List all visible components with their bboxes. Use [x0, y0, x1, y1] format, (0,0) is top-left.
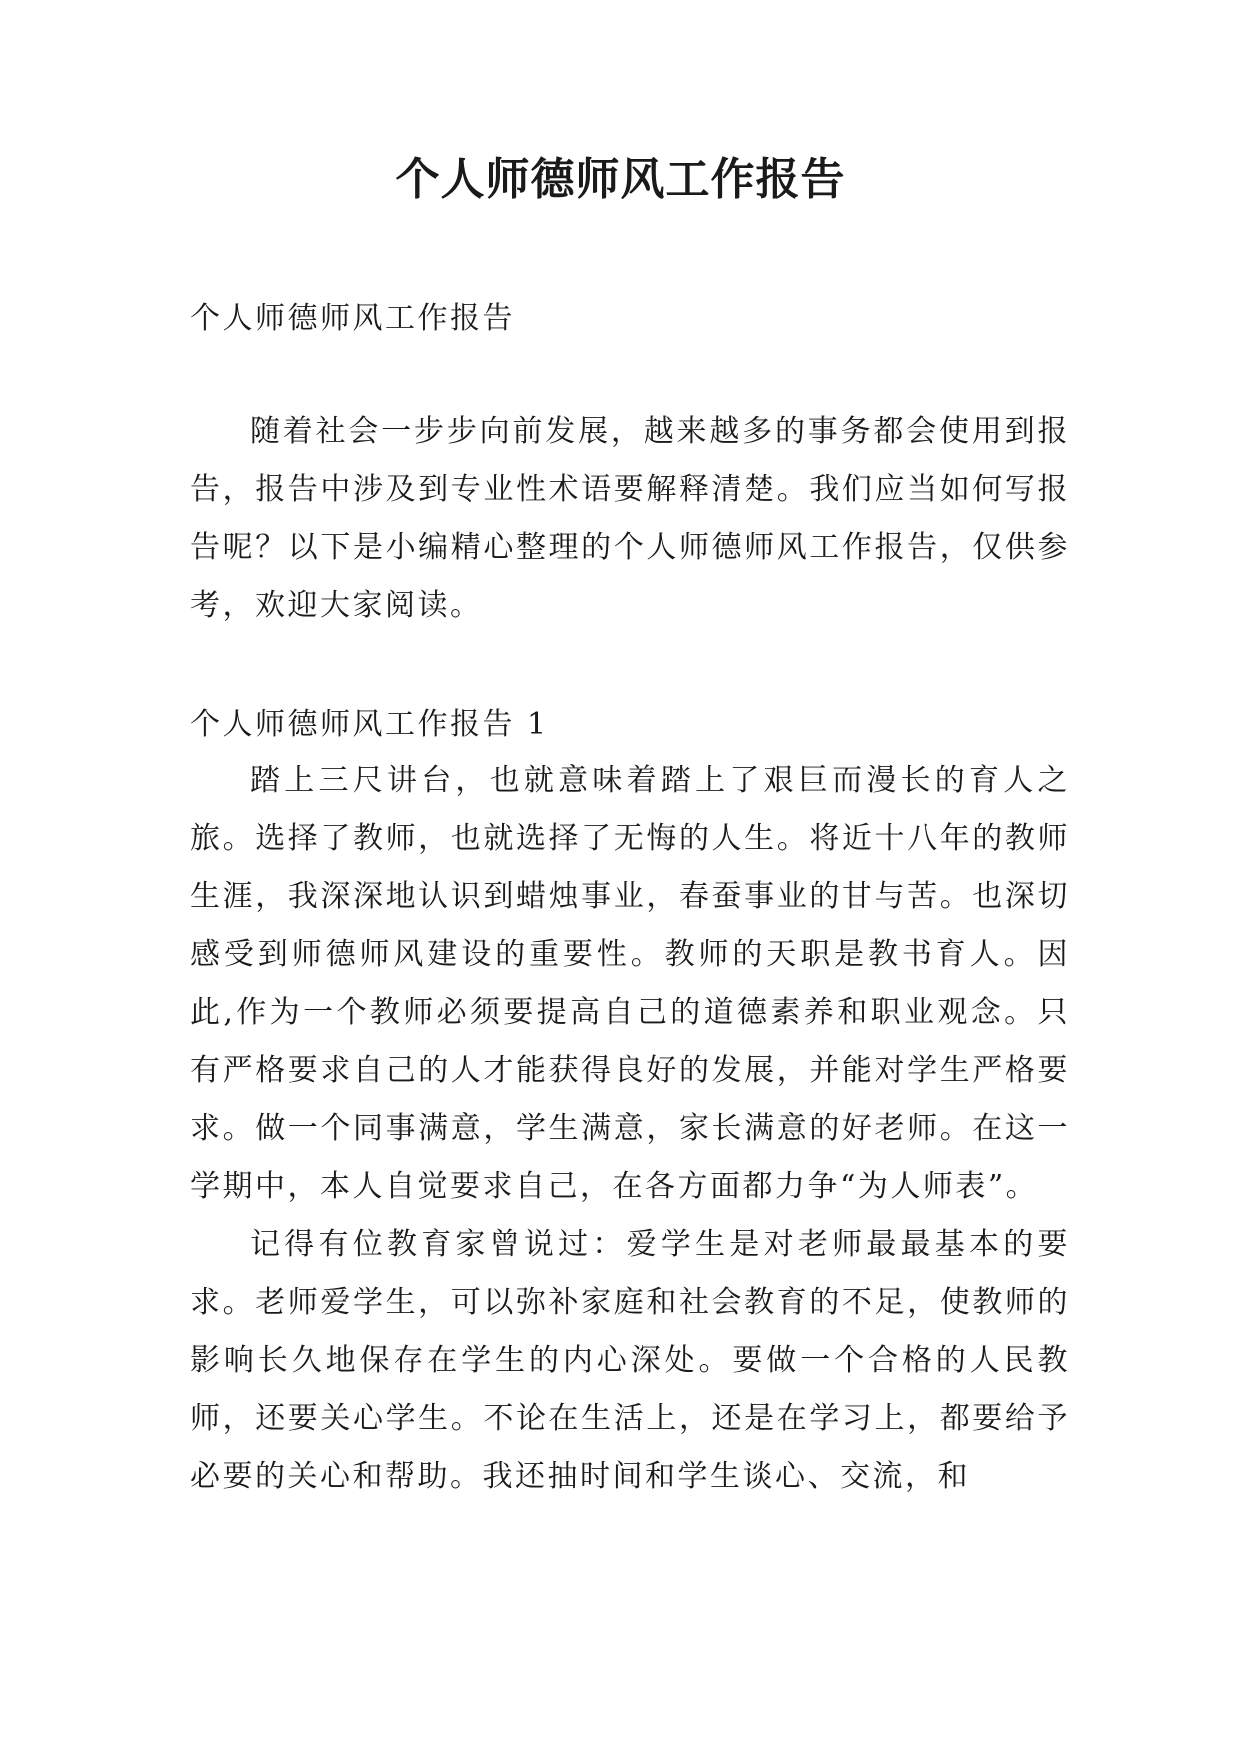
section-1-body: [190, 752, 1070, 1506]
intro-paragraph: 随着社会一步步向前发展，越来越多的事务都会使用到报告，报告中涉及到专业性术语要解释清楚。我们应当如何写报告呢？以下是小编精心整理的个人师德师风工作报告，仅供参考，欢迎大家阅读。: [190, 414, 1070, 623]
page-title: 个人师德师风工作报告: [395, 154, 846, 205]
subtitle-text: 个人师德师风工作报告: [190, 301, 515, 336]
intro-section: [190, 403, 1070, 635]
document-subtitle: [190, 290, 1070, 348]
section-1-paragraph-1: 踏上三尺讲台，也就意味着踏上了艰巨而漫长的育人之旅。选择了教师，也就选择了无悔的人生。将近十八年的教师生涯，我深深地认识到蜡烛事业，春蚕事业的甘与苦。也深切感受到师德师风建设的重要性。教师的天职是教书育人。因此,作为一个教师必须要提高自己的道德素养和职业观念。只有严格要求自己的人才能获得良好的发展，并能对学生严格要求。做一个同事满意，学生满意，家长满意的好老师。在这一学期中，本人自觉要求自己，在各方面都力争“为人师表”。: [190, 763, 1070, 1204]
section-1-paragraph-2: 记得有位教育家曾说过：爱学生是对老师最最基本的要求。老师爱学生，可以弥补家庭和社会教育的不足，使教师的影响长久地保存在学生的内心深处。要做一个合格的人民教师，还要关心学生。不论在生活上，还是在学习上，都要给予必要的关心和帮助。我还抽时间和学生谈心、交流，和: [190, 1227, 1070, 1494]
section-1-heading-block: [190, 696, 1070, 754]
section-1-heading: 个人师德师风工作报告 1: [190, 707, 549, 742]
